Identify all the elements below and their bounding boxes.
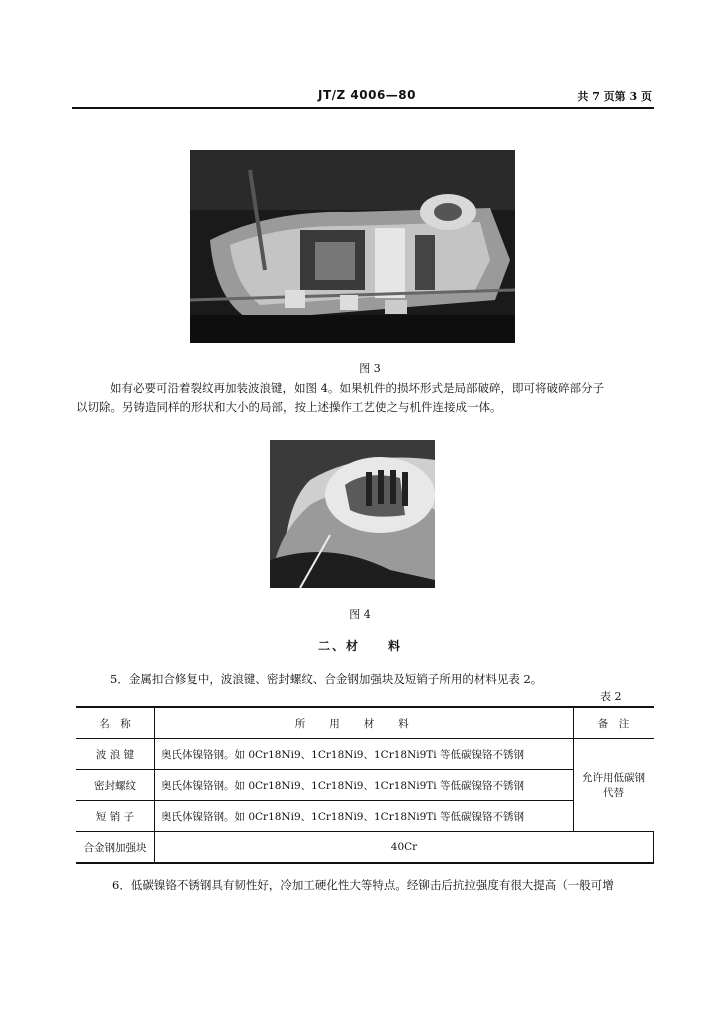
header-material: 所用材料 [155,707,574,739]
header-rule [72,107,654,109]
page-header [72,88,652,108]
row-material: 奥氏体镍铬钢。如 0Cr18Ni9、1Cr18Ni9、1Cr18Ni9Ti 等低碳镍铬不锈钢 [155,739,574,770]
figure-4-photo [270,440,435,588]
section-title: 二、材 料 [318,639,403,653]
row-name: 短 销 子 [76,801,155,832]
materials-table [76,706,654,864]
header-name: 名 称 [76,707,155,739]
figure-3-caption: 图 3 [359,362,381,375]
page-indicator: 共 7 页第 3 页 [577,90,652,103]
figure-3-photo [190,150,515,343]
paragraph-2: 5．金属扣合修复中，波浪键、密封螺纹、合金钢加强块及短销子所用的材料见表 2。 [110,672,543,686]
row-name: 合金钢加强块 [76,832,155,864]
table-row [76,801,654,832]
row-name: 密封螺纹 [76,770,155,801]
row-remark: 允许用低碳钢代替 [573,739,654,832]
table-row [76,739,654,770]
figure-4-caption: 图 4 [349,608,371,621]
row-material: 奥氏体镍铬钢。如 0Cr18Ni9、1Cr18Ni9、1Cr18Ni9Ti 等低碳镍铬不锈钢 [155,770,574,801]
header-remark: 备 注 [573,707,654,739]
row-material: 40Cr [155,832,654,864]
paragraph-1-line-2: 以切除。另铸造同样的形状和大小的局部，按上述操作工艺使之与机件连接成一体。 [76,400,502,414]
table-number: 表 2 [600,690,622,703]
standard-number: JT/Z 4006—80 [318,88,417,102]
table-row [76,832,654,864]
paragraph-3: 6．低碳镍铬不锈钢具有韧性好，冷加工硬化性大等特点。经铆击后抗拉强度有很大提高（一般可增 [112,878,614,892]
paragraph-1-line-1: 如有必要可沿着裂纹再加装波浪键，如图 4。如果机件的损坏形式是局部破碎，即可将破碎部分子 [110,381,604,395]
table-header-row [76,707,654,739]
row-material: 奥氏体镍铬钢。如 0Cr18Ni9、1Cr18Ni9、1Cr18Ni9Ti 等低碳镍铬不锈钢 [155,801,574,832]
table-row [76,770,654,801]
row-name: 波 浪 键 [76,739,155,770]
